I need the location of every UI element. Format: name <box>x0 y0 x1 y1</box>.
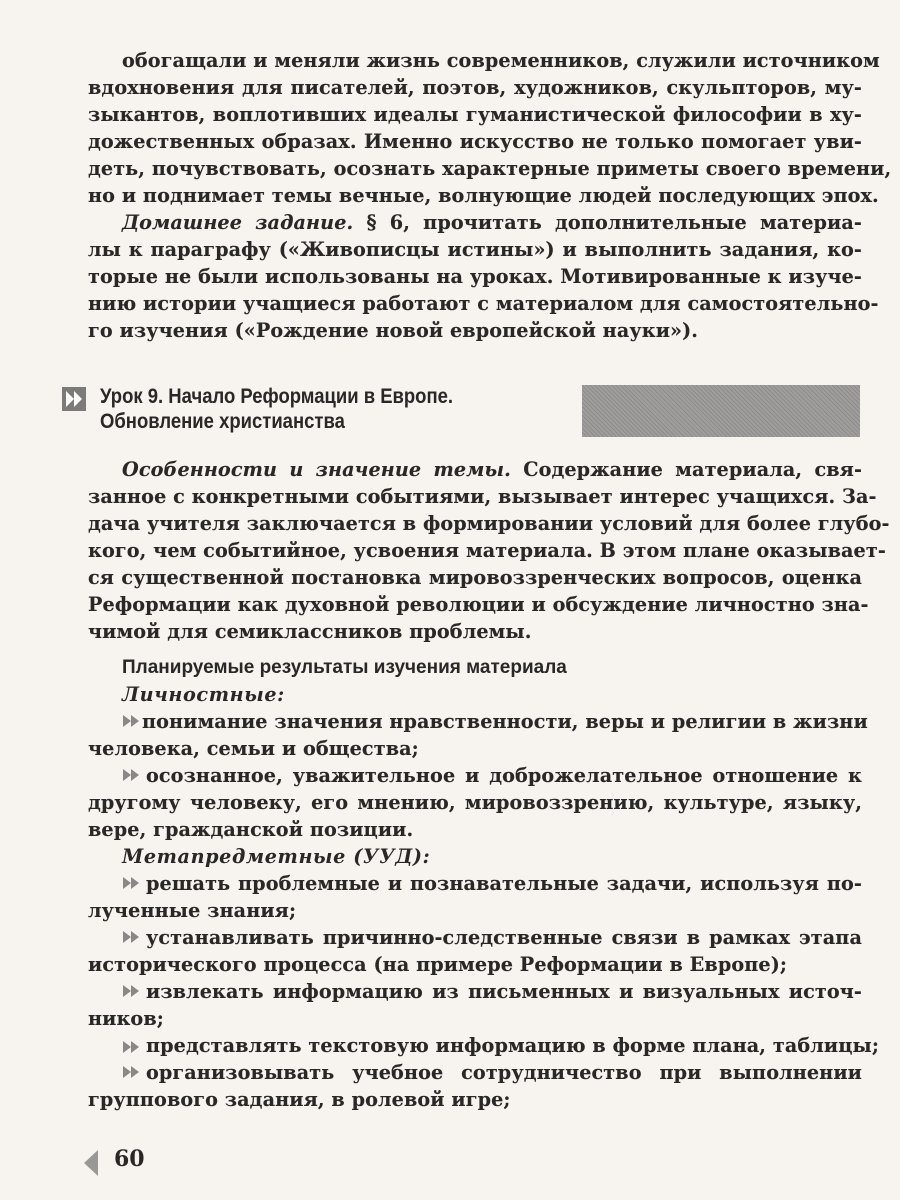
list-item-line <box>88 735 862 762</box>
bullet-arrow-icon <box>122 762 146 789</box>
list-item-text: осознанное, уважительное и доброжелательное отношение к <box>146 764 862 787</box>
category-title: Метапредметные (УУД): <box>122 845 431 868</box>
list-item-line <box>88 978 862 1005</box>
text-line: го изучения («Рождение новой европейской науки»). <box>88 319 699 342</box>
paragraph-lead: Особенности и значение темы. <box>122 458 511 481</box>
list-item-line <box>88 897 862 924</box>
list-item-line <box>88 762 862 789</box>
list-item-line <box>88 816 862 843</box>
list-item-line <box>88 708 868 735</box>
list-item-line <box>88 870 862 897</box>
bullet-arrow-icon <box>122 1034 146 1061</box>
list-item-line <box>88 789 862 816</box>
bullet-arrow-icon <box>122 708 142 735</box>
page-corner-arrow-icon <box>84 1148 98 1178</box>
text-line: кого, чем событийное, усвоения материала. В этом плане оказывает- <box>88 539 886 562</box>
text-line: но и поднимает темы вечные, волнующие людей последующих эпох. <box>88 184 879 207</box>
list-item-text: группового задания, в ролевой игре; <box>88 1088 511 1111</box>
bullet-arrow-icon <box>122 870 146 897</box>
list-item-text: представлять текстовую информацию в форме плана, таблицы; <box>146 1034 880 1057</box>
bullet-arrow-icon <box>122 978 146 1005</box>
list-item-text: другому человеку, его мнению, мировоззрению, культуре, языку, <box>88 791 862 814</box>
list-item-text: вере, гражданской позиции. <box>88 818 414 841</box>
paragraph-lead: Домашнее задание. <box>122 211 354 234</box>
text-line: деть, почувствовать, осознать характерные приметы своего времени, <box>88 157 892 180</box>
text-fragment: § 6, прочитать дополнительные материа- <box>366 211 862 234</box>
section-subtitle: Планируемые результаты изучения материала <box>122 657 567 678</box>
list-item-line <box>88 1032 880 1059</box>
list-item-text: организовывать учебное сотрудничество при выполнении <box>146 1061 862 1084</box>
text-line: ся существенной постановка мировоззренческих вопросов, оценка <box>88 566 862 589</box>
list-item-line <box>88 1059 862 1086</box>
text-line: дача учителя заключается в формировании условий для более глубо- <box>88 512 890 535</box>
list-item-text: понимание значения нравственности, веры и религии в жизни <box>142 710 868 733</box>
bullet-arrow-icon <box>122 1059 146 1086</box>
list-item-line <box>88 924 862 951</box>
text-line: нию истории учащиеся работают с материалом для самостоятельно- <box>88 292 879 315</box>
page-body <box>88 47 892 1113</box>
list-item-line <box>88 951 862 978</box>
text-line: обогащали и меняли жизнь современников, служили источником <box>122 49 880 72</box>
text-line <box>88 209 862 236</box>
list-item-text: извлекать информацию из письменных и визуальных источ- <box>146 980 862 1003</box>
text-line: торые не были использованы на уроках. Мотивированные к изуче- <box>88 265 862 288</box>
text-line: чимой для семиклассников проблемы. <box>88 620 532 643</box>
list-item-line <box>88 1005 862 1032</box>
text-line: занное с конкретными событиями, вызывает интерес учащихся. За- <box>88 485 877 508</box>
lesson-title-line: Обновление христианства <box>100 410 345 433</box>
text-fragment: Содержание материала, свя- <box>523 458 863 481</box>
lesson-title-line: Урок 9. Начало Реформации в Европе. <box>100 385 454 408</box>
double-arrow-icon <box>62 387 86 411</box>
heading-hatched-bar <box>582 385 860 437</box>
list-item-text: устанавливать причинно-следственные связи в рамках этапа <box>146 926 862 949</box>
bullet-arrow-icon <box>122 924 146 951</box>
list-item-text: ников; <box>88 1007 164 1030</box>
page-number: 60 <box>114 1146 145 1172</box>
text-line: лы к параграфу («Живописцы истины») и выполнить задания, ко- <box>88 238 862 261</box>
lesson-heading <box>62 384 862 440</box>
text-line: Реформации как духовной революции и обсуждение личностно зна- <box>88 593 869 616</box>
list-item-text: человека, семьи и общества; <box>88 737 419 760</box>
text-line: зыкантов, воплотивших идеалы гуманистической философии в ху- <box>88 103 862 126</box>
list-item-text: лученные знания; <box>88 899 297 922</box>
category-title: Личностные: <box>122 683 285 706</box>
list-item-line <box>88 1086 862 1113</box>
text-line <box>88 456 862 483</box>
list-item-text: решать проблемные и познавательные задачи, используя по- <box>146 872 862 895</box>
text-line: вдохновения для писателей, поэтов, художников, скульпторов, му- <box>88 76 862 99</box>
list-item-text: исторического процесса (на примере Реформации в Европе); <box>88 953 788 976</box>
text-line: дожественных образах. Именно искусство не только помогает уви- <box>88 130 862 153</box>
